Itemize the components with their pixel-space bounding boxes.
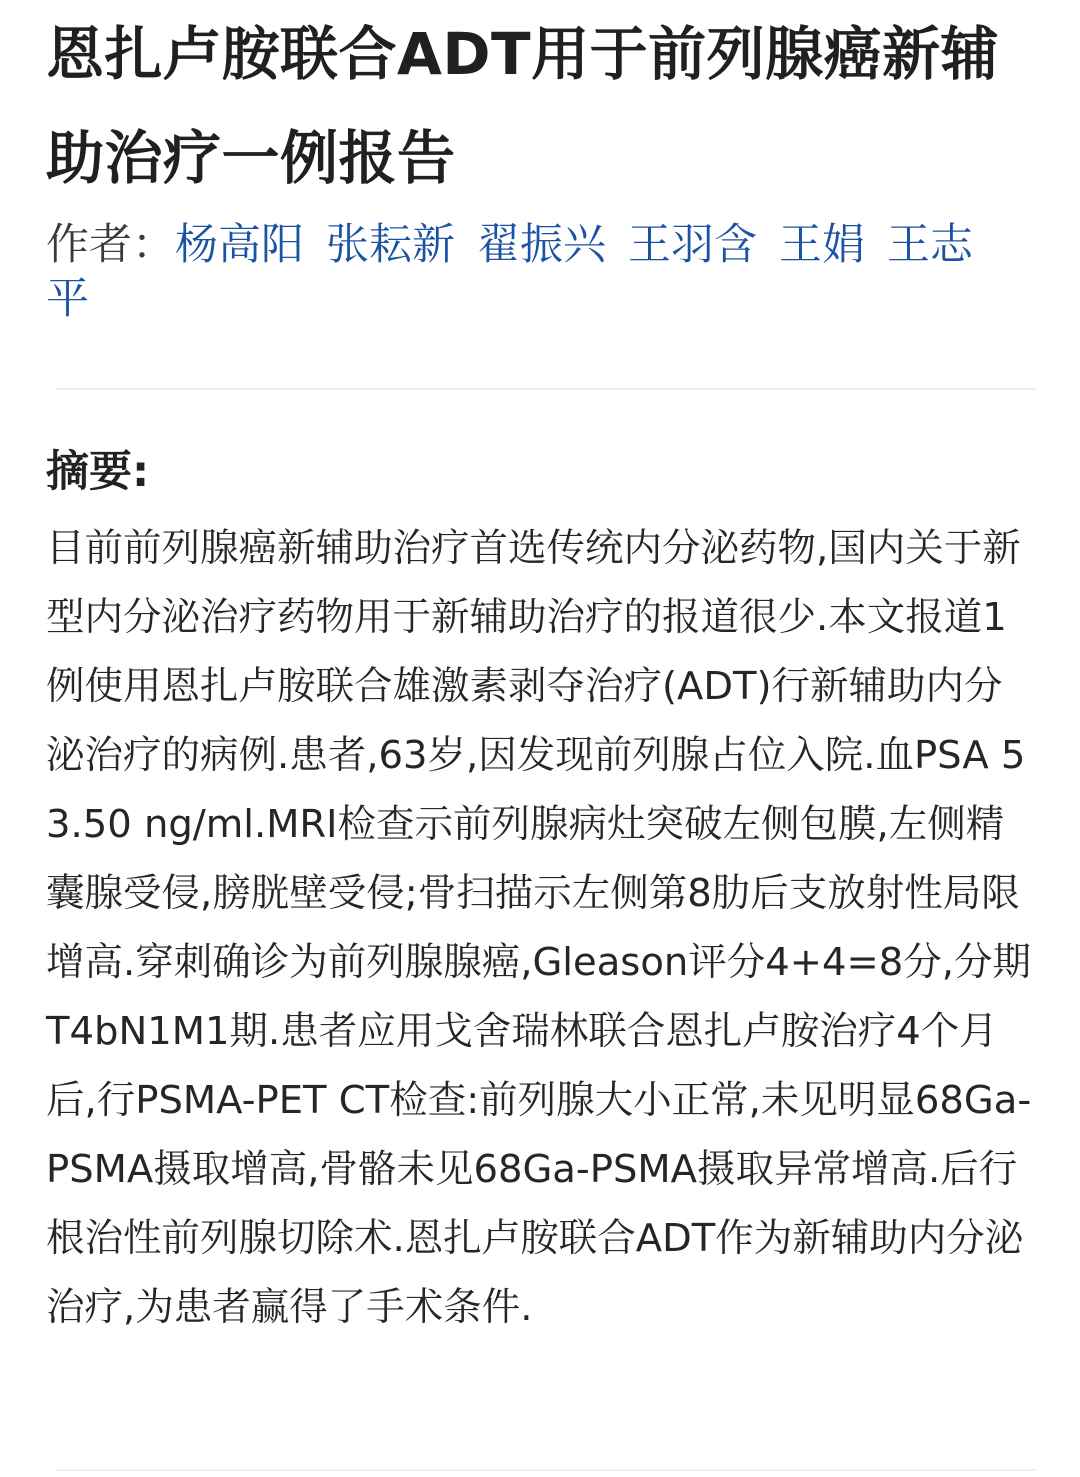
author-link[interactable]: 王志平	[46, 220, 973, 324]
bottom-divider	[56, 1469, 1036, 1471]
author-label: 作者：	[46, 220, 175, 270]
author-link[interactable]: 张耘新	[326, 220, 455, 270]
author-link[interactable]: 杨高阳	[175, 220, 304, 270]
section-divider	[56, 388, 1036, 390]
abstract-heading: 摘要:	[46, 447, 150, 497]
article-title: 恩扎卢胺联合ADT用于前列腺癌新辅助治疗一例报告	[46, 20, 1000, 192]
author-link[interactable]: 王羽含	[628, 220, 757, 270]
abstract-text: 目前前列腺癌新辅助治疗首选传统内分泌药物,国内关于新型内分泌治疗药物用于新辅助治疗的报道很少.本文报道1例使用恩扎卢胺联合雄激素剥夺治疗(ADT)行新辅助内分泌治疗的病例.患者,63岁,因发现前列腺占位入院.血PSA 53.50 ng/ml.MRI检查示前列腺病灶突破左侧包膜,左侧精囊腺受侵,膀胱壁受侵;骨扫描示左侧第8肋后支放射性局限增高.穿刺确诊为前列腺腺癌,Gleason评分4+4=8分,分期T4bN1M1期.患者应用戈舍瑞林联合恩扎卢胺治疗4个月后,行PSMA-PET CT检查:前列腺大小正常,未见明显68Ga-PSMA摄取增高,骨骼未见68Ga-PSMA摄取异常增高.后行根治性前列腺切除术.恩扎卢胺联合ADT作为新辅助内分泌治疗,为患者赢得了手术条件.	[46, 526, 1032, 1330]
author-list	[46, 218, 1036, 326]
author-link[interactable]: 翟振兴	[477, 220, 606, 270]
author-link[interactable]: 王娟	[779, 220, 865, 270]
